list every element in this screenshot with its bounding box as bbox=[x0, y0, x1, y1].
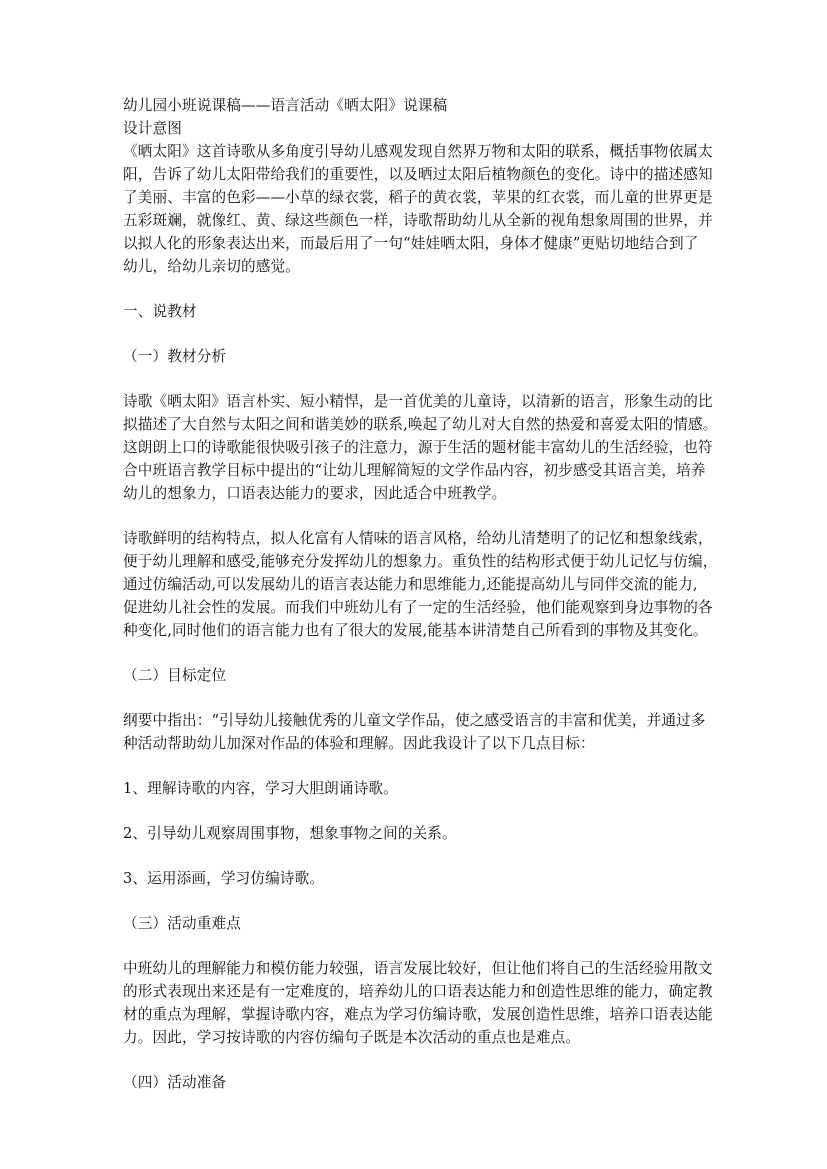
section-heading-teaching-material: 一、说教材 bbox=[123, 303, 197, 320]
analysis-line: 诗歌《晒太阳》语言朴实、短小精悍，是一首优美的儿童诗，以清新的语言，形象生动的比 bbox=[123, 393, 713, 410]
difficulty-line: 材的重点为理解，掌握诗歌内容，难点为学习仿编诗歌，发展创造性思维，培养口语表达能 bbox=[123, 1006, 713, 1023]
design-line: 五彩斑斓，就像红、黄、绿这些颜色一样，诗歌帮助幼儿从全新的视角想象周围的世界，并 bbox=[123, 212, 713, 229]
goal-item: 2、引导幼儿观察周围事物，想象事物之间的关系。 bbox=[123, 825, 457, 842]
analysis-line: 拟描述了大自然与太阳之间和谐美妙的联系,唤起了幼儿对大自然的热爱和喜爱太阳的情感。 bbox=[123, 416, 718, 433]
subsection-heading-difficulty: （三）活动重难点 bbox=[123, 915, 241, 932]
analysis-line: 诗歌鲜明的结构特点，拟人化富有人情味的语言风格，给幼儿清楚明了的记忆和想象线索， bbox=[123, 530, 713, 547]
design-line: 幼儿，给幼儿亲切的感觉。 bbox=[123, 258, 300, 275]
goal-item: 3、运用添画，学习仿编诗歌。 bbox=[123, 870, 325, 887]
design-line: 《晒太阳》这首诗歌从多角度引导幼儿感观发现自然界万物和太阳的联系，概括事物依属太 bbox=[123, 143, 713, 160]
analysis-line: 种变化,同时他们的语言能力也有了很大的发展,能基本讲清楚自己所看到的事物及其变化。 bbox=[123, 622, 708, 639]
design-heading: 设计意图 bbox=[123, 120, 182, 137]
analysis-line: 合中班语言教学目标中提出的“让幼儿理解简短的文学作品内容，初步感受其语言美，培养 bbox=[123, 462, 706, 479]
subsection-heading-goals: （二）目标定位 bbox=[123, 667, 227, 684]
design-line: 了美丽、丰富的色彩——小草的绿衣裳，稻子的黄衣裳，苹果的红衣裳，而儿童的世界更是 bbox=[123, 189, 713, 206]
goal-intro-line: 种活动帮助幼儿加深对作品的体验和理解。因此我设计了以下几点目标： bbox=[123, 735, 595, 752]
document-page bbox=[123, 94, 718, 1094]
subsection-heading-preparation: （四）活动准备 bbox=[123, 1074, 227, 1091]
subsection-heading-analysis: （一）教材分析 bbox=[123, 348, 227, 365]
analysis-line: 幼儿的想象力，口语表达能力的要求，因此适合中班教学。 bbox=[123, 485, 507, 502]
goal-intro-line: 纲要中指出：“引导幼儿接触优秀的儿童文学作品，使之感受语言的丰富和优美，并通过多 bbox=[123, 712, 706, 729]
document-title: 幼儿园小班说课稿——语言活动《晒太阳》说课稿 bbox=[123, 97, 448, 114]
difficulty-line: 力。因此，学习按诗歌的内容仿编句子既是本次活动的重点也是难点。 bbox=[123, 1029, 581, 1046]
difficulty-line: 的形式表现出来还是有一定难度的，培养幼儿的口语表达能力和创造性思维的能力，确定教 bbox=[123, 983, 713, 1000]
difficulty-line: 中班幼儿的理解能力和模仿能力较强，语言发展比较好，但让他们将自己的生活经验用散文 bbox=[123, 960, 713, 977]
analysis-line: 这朗朗上口的诗歌能很快吸引孩子的注意力，源于生活的题材能丰富幼儿的生活经验，也符 bbox=[123, 439, 713, 456]
design-line: 以拟人化的形象表达出来，而最后用了一句“娃娃晒太阳，身体才健康”更贴切地结合到了 bbox=[123, 235, 699, 252]
analysis-line: 通过仿编活动,可以发展幼儿的语言表达能力和思维能力,还能提高幼儿与同伴交流的能力, bbox=[123, 576, 698, 593]
analysis-line: 便于幼儿理解和感受,能够充分发挥幼儿的想象力。重负性的结构形式便于幼儿记忆与仿编， bbox=[123, 553, 718, 570]
goal-item: 1、理解诗歌的内容，学习大胆朗诵诗歌。 bbox=[123, 780, 398, 797]
design-line: 阳，告诉了幼儿太阳带给我们的重要性，以及晒过太阳后植物颜色的变化。诗中的描述感知 bbox=[123, 166, 713, 183]
analysis-line: 促进幼儿社会性的发展。而我们中班幼儿有了一定的生活经验，他们能观察到身边事物的各 bbox=[123, 599, 713, 616]
